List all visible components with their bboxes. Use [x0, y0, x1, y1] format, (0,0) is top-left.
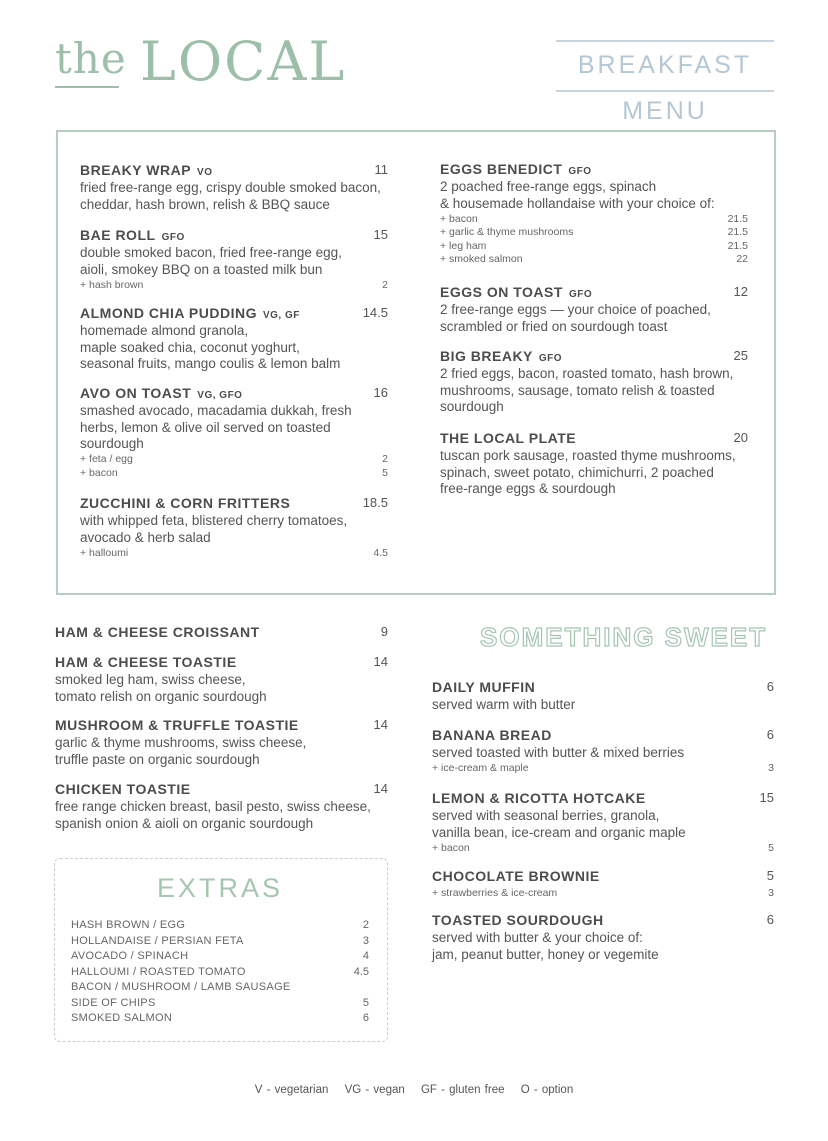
item-price: 14 [373, 717, 388, 732]
item-description: sourdough [80, 436, 144, 451]
dietary-tag: GFO [568, 166, 592, 177]
item-description: aioli, smokey BBQ on a toasted milk bun [80, 261, 323, 277]
addon-label: + bacon [80, 466, 118, 479]
extra-item-label: HASH BROWN / EGG [71, 919, 186, 931]
addon-label: + feta / egg [80, 453, 133, 465]
item-description: free range chicken breast, basil pesto, swiss cheese, [55, 799, 371, 814]
item-description: & housemade hollandaise with your choice of: [440, 195, 715, 211]
menu-item-name [80, 385, 242, 401]
item-name-text: ALMOND CHIA PUDDING [80, 305, 257, 321]
item-description: double smoked bacon, fried free-range egg, [80, 245, 342, 260]
item-description: free-range eggs & sourdough [440, 481, 616, 496]
item-price: 15 [759, 790, 774, 805]
addon-price: 2 [382, 453, 388, 465]
menu-item-name [432, 790, 646, 806]
menu-item-name [432, 912, 604, 928]
item-description: jam, peanut butter, honey or vegemite [432, 946, 659, 962]
item-description: with whipped feta, blistered cherry tomatoes, [80, 513, 348, 528]
item-name-text: HAM & CHEESE TOASTIE [55, 654, 237, 670]
item-description: fried free-range egg, crispy double smoked bacon, [80, 180, 381, 195]
something-sweet-title: SOMETHING SWEET [480, 622, 768, 652]
item-description: spanish onion & aioli on organic sourdough [55, 815, 314, 831]
item-name-text: ZUCCHINI & CORN FRITTERS [80, 495, 291, 511]
item-description: homemade almond granola, [80, 323, 249, 338]
addon-price: 5 [382, 466, 388, 479]
item-price: 25 [733, 348, 748, 363]
item-description: herbs, lemon & olive oil served on toasted [80, 419, 331, 435]
item-name-text: EGGS BENEDICT [440, 161, 563, 177]
item-name-text: BIG BREAKY [440, 348, 533, 364]
addon-label: + halloumi [80, 546, 129, 559]
extra-item-price: 6 [362, 1012, 369, 1024]
menu-item-name [55, 624, 260, 640]
dietary-legend [0, 1084, 828, 1096]
menu-item-name [80, 227, 185, 243]
menu-item-name [432, 868, 600, 884]
item-description: tuscan pork sausage, roasted thyme mushrooms, [440, 448, 736, 463]
addon-label: + garlic & thyme mushrooms [440, 226, 574, 238]
item-price: 15 [373, 227, 388, 242]
item-description: 2 free-range eggs — your choice of poached, [440, 302, 711, 317]
extra-item-label: HOLLANDAISE / PERSIAN FETA [71, 935, 244, 947]
item-description: garlic & thyme mushrooms, swiss cheese, [55, 735, 307, 750]
menu-item-name [55, 781, 191, 797]
item-name-text: LEMON & RICOTTA HOTCAKE [432, 790, 646, 806]
addon-label: + smoked salmon [440, 253, 523, 265]
menu-item-name [80, 495, 290, 511]
menu-item-name [55, 654, 237, 670]
item-description: mushrooms, sausage, tomato relish & toasted [440, 382, 715, 398]
addon-price: 3 [768, 762, 774, 774]
menu-item-name [440, 348, 562, 364]
addon-label: + bacon [432, 841, 470, 854]
menu-item-name [440, 161, 592, 177]
addon-price: 3 [768, 886, 774, 899]
dietary-tag: GFO [538, 353, 563, 364]
menu-title-banner [556, 40, 774, 125]
item-description: vanilla bean, ice-cream and organic maple [432, 824, 686, 840]
extra-item-price: 4.5 [353, 966, 369, 978]
addon-price: 22 [736, 253, 748, 265]
item-price: 11 [374, 162, 388, 177]
item-price: 6 [766, 679, 774, 694]
menu-item-name [55, 717, 299, 733]
item-price: 16 [373, 385, 388, 400]
item-description: 2 fried eggs, bacon, roasted tomato, hash brown, [440, 366, 734, 381]
logo-underline [55, 86, 119, 88]
item-description: 2 poached free-range eggs, spinach [440, 179, 657, 194]
item-name-text: THE LOCAL PLATE [440, 430, 577, 446]
addon-label: + leg ham [440, 239, 487, 252]
extra-item-label: AVOCADO / SPINACH [71, 950, 189, 962]
item-description: smashed avocado, macadamia dukkah, fresh [80, 403, 352, 418]
item-description: seasonal fruits, mango coulis & lemon balm [80, 356, 341, 371]
addon-price: 4.5 [373, 546, 388, 559]
item-name-text: CHOCOLATE BROWNIE [432, 868, 600, 884]
item-name-text: CHICKEN TOASTIE [55, 781, 191, 797]
item-name-text: MUSHROOM & TRUFFLE TOASTIE [55, 717, 299, 733]
item-price: 14 [373, 781, 388, 796]
menu-item-name [440, 284, 592, 300]
item-price: 5 [766, 868, 774, 883]
item-price: 12 [733, 284, 748, 299]
item-description: sourdough [440, 399, 504, 414]
menu-item-name [440, 430, 576, 446]
extra-item-label: HALLOUMI / ROASTED TOMATO [71, 966, 246, 978]
item-name-text: BANANA BREAD [432, 727, 552, 743]
menu-item-name [80, 162, 212, 178]
legend-item: V - vegetarian [254, 1084, 329, 1096]
menu-item-name [80, 305, 300, 321]
extra-item-label: SIDE OF CHIPS [71, 997, 156, 1009]
item-description: cheddar, hash brown, relish & BBQ sauce [80, 196, 330, 212]
item-name-text: TOASTED SOURDOUGH [432, 912, 604, 928]
item-description: tomato relish on organic sourdough [55, 688, 267, 704]
item-name-text: BAE ROLL [80, 227, 156, 243]
item-name-text: EGGS ON TOAST [440, 284, 563, 300]
item-description: truffle paste on organic sourdough [55, 751, 260, 767]
logo-the: the [55, 34, 127, 83]
dietary-tag: VG, GF [262, 310, 300, 321]
addon-label: + strawberries & ice-cream [432, 886, 558, 899]
dietary-tag: VO [197, 167, 213, 178]
menu-title: BREAKFAST MENU [577, 51, 753, 125]
dietary-tag: GFO [161, 232, 185, 243]
item-description: served with seasonal berries, granola, [432, 808, 660, 823]
addon-price: 21.5 [727, 212, 748, 225]
item-description: served with butter & your choice of: [432, 930, 643, 945]
legend-item: GF - gluten free [420, 1084, 505, 1096]
item-price: 6 [766, 727, 774, 742]
legend-item: O - option [520, 1084, 574, 1096]
extras-title: EXTRAS [156, 873, 284, 903]
extra-item-price: 4 [362, 950, 369, 962]
item-description: scrambled or fried on sourdough toast [440, 318, 668, 334]
item-name-text: DAILY MUFFIN [432, 679, 536, 695]
item-description: spinach, sweet potato, chimichurri, 2 poached [440, 464, 714, 480]
item-name-text: HAM & CHEESE CROISSANT [55, 624, 260, 640]
addon-label: + ice-cream & maple [432, 762, 529, 774]
addon-price: 21.5 [727, 239, 748, 252]
extra-item-price: 3 [362, 935, 369, 947]
addon-price: 21.5 [727, 226, 748, 238]
menu-item-name [432, 679, 535, 695]
legend-item: VG - vegan [344, 1084, 405, 1096]
extra-item-label: BACON / MUSHROOM / LAMB SAUSAGE [71, 981, 291, 993]
item-price: 6 [766, 912, 774, 927]
extra-item-price: 2 [362, 919, 369, 931]
item-price: 14.5 [362, 305, 388, 320]
item-description: smoked leg ham, swiss cheese, [55, 672, 246, 687]
item-description: maple soaked chia, coconut yoghurt, [80, 339, 300, 355]
dietary-tag: VG, GFO [197, 390, 243, 401]
extra-item-label: SMOKED SALMON [71, 1012, 173, 1024]
item-price: 9 [380, 624, 388, 639]
dietary-tag: GFO [568, 289, 593, 300]
addon-label: + bacon [440, 212, 478, 225]
addon-price: 2 [382, 278, 388, 291]
logo-local: LOCAL [140, 30, 347, 93]
menu-item-name [432, 727, 552, 743]
item-name-text: AVO ON TOAST [80, 385, 192, 401]
addon-price: 5 [768, 841, 774, 854]
item-description: served toasted with butter & mixed berries [432, 745, 685, 760]
item-name-text: BREAKY WRAP [80, 162, 192, 178]
extra-item-price: 5 [362, 997, 369, 1009]
addon-label: + hash brown [80, 278, 144, 291]
item-price: 20 [733, 430, 748, 445]
item-description: served warm with butter [432, 697, 576, 712]
item-price: 18.5 [362, 495, 388, 510]
item-price: 14 [373, 654, 388, 669]
item-description: avocado & herb salad [80, 529, 211, 545]
